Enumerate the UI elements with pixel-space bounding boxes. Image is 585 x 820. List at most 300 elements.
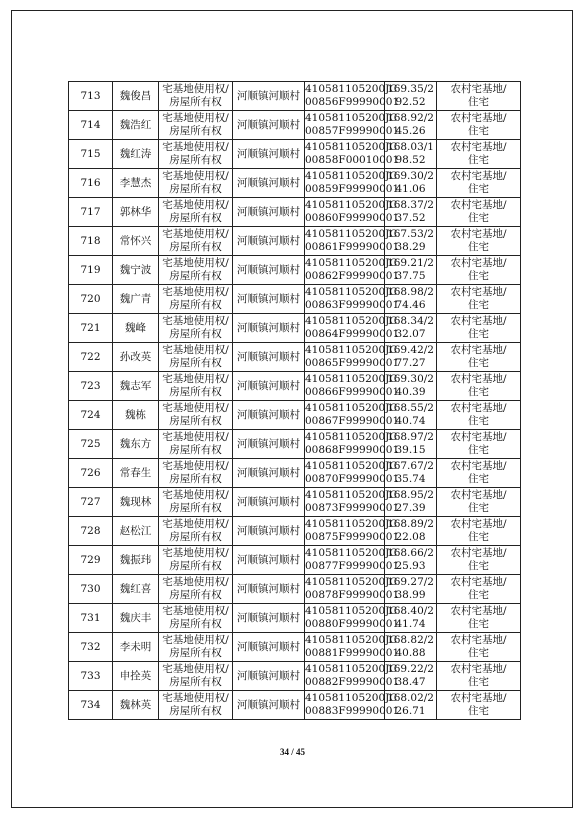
cell-number: 729 — [69, 546, 113, 575]
cell-right-type — [159, 343, 233, 372]
cell-unit-code-line: 410581105200JC — [305, 576, 398, 588]
cell-usage — [437, 546, 521, 575]
table-row — [69, 227, 521, 256]
table-row — [69, 169, 521, 198]
cell-usage — [437, 604, 521, 633]
cell-right-type-line: 房屋所有权 — [169, 676, 222, 688]
cell-right-type-line: 宅基地使用权/ — [162, 286, 229, 298]
cell-right-type-line: 房屋所有权 — [169, 299, 222, 311]
cell-right-type-line: 房屋所有权 — [169, 241, 222, 253]
cell-right-type-line: 房屋所有权 — [169, 328, 222, 340]
cell-right-type-line: 宅基地使用权/ — [162, 605, 229, 617]
cell-unit-code — [305, 372, 400, 401]
cell-owner-name: 申拴英 — [113, 662, 159, 691]
cell-usage — [437, 488, 521, 517]
cell-unit-code-line: 00858F00010001 — [305, 154, 400, 166]
cell-usage — [437, 227, 521, 256]
cell-right-type-line: 房屋所有权 — [169, 125, 222, 137]
cell-unit-code-line: 00861F99990001 — [305, 241, 400, 253]
cell-usage — [437, 372, 521, 401]
cell-unit-code — [305, 401, 400, 430]
cell-number: 728 — [69, 517, 113, 546]
cell-usage-line: 农村宅基地/ — [450, 460, 507, 472]
cell-unit-code — [305, 633, 400, 662]
cell-right-type-line: 房屋所有权 — [169, 96, 222, 108]
cell-usage-line: 住宅 — [468, 560, 489, 572]
cell-unit-code — [305, 343, 400, 372]
cell-unit-code-line: 410581105200JC — [305, 170, 398, 182]
cell-right-type-line: 房屋所有权 — [169, 705, 222, 717]
cell-usage-line: 住宅 — [468, 241, 489, 253]
cell-unit-code — [305, 227, 400, 256]
cell-usage — [437, 140, 521, 169]
cell-area-line: 168.95/2 — [387, 489, 434, 501]
cell-right-type — [159, 256, 233, 285]
page-number: 34 / 45 — [279, 747, 305, 757]
cell-right-type — [159, 633, 233, 662]
cell-area-line: 169.35/2 — [387, 83, 434, 95]
table-row — [69, 459, 521, 488]
cell-location: 河顺镇河顺村 — [233, 604, 305, 633]
cell-unit-code-line: 00873F99990001 — [305, 502, 400, 514]
cell-unit-code-line: 410581105200JC — [305, 605, 398, 617]
cell-usage-line: 住宅 — [468, 444, 489, 456]
cell-usage-line: 农村宅基地/ — [450, 141, 507, 153]
cell-location: 河顺镇河顺村 — [233, 140, 305, 169]
cell-owner-name: 魏栋 — [113, 401, 159, 430]
cell-location: 河顺镇河顺村 — [233, 314, 305, 343]
cell-location: 河顺镇河顺村 — [233, 111, 305, 140]
cell-unit-code-line: 00880F99990001 — [305, 618, 400, 630]
cell-right-type-line: 宅基地使用权/ — [162, 663, 229, 675]
cell-right-type-line: 房屋所有权 — [169, 444, 222, 456]
cell-usage — [437, 633, 521, 662]
cell-location: 河顺镇河顺村 — [233, 169, 305, 198]
cell-owner-name: 李慧杰 — [113, 169, 159, 198]
table-row — [69, 285, 521, 314]
cell-owner-name: 魏林英 — [113, 691, 159, 720]
cell-owner-name: 常春生 — [113, 459, 159, 488]
cell-owner-name: 魏俊昌 — [113, 82, 159, 111]
cell-unit-code-line: 00866F99990001 — [305, 386, 400, 398]
cell-number: 723 — [69, 372, 113, 401]
cell-right-type-line: 房屋所有权 — [169, 473, 222, 485]
cell-owner-name: 李未明 — [113, 633, 159, 662]
cell-unit-code-line: 00877F99990001 — [305, 560, 400, 572]
cell-area-line: 74.46 — [395, 299, 426, 311]
cell-usage — [437, 517, 521, 546]
cell-location: 河顺镇河顺村 — [233, 575, 305, 604]
cell-owner-name: 魏广青 — [113, 285, 159, 314]
cell-right-type-line: 宅基地使用权/ — [162, 460, 229, 472]
cell-right-type — [159, 401, 233, 430]
cell-location: 河顺镇河顺村 — [233, 517, 305, 546]
cell-unit-code-line: 410581105200JC — [305, 663, 398, 675]
cell-usage-line: 住宅 — [468, 328, 489, 340]
cell-unit-code-line: 00856F99990001 — [305, 96, 400, 108]
cell-unit-code — [305, 488, 400, 517]
cell-right-type-line: 房屋所有权 — [169, 560, 222, 572]
cell-unit-code — [305, 82, 400, 111]
cell-area-line: 168.02/2 — [387, 692, 434, 704]
table-row — [69, 111, 521, 140]
cell-unit-code-line: 00883F99990001 — [305, 705, 400, 717]
table-row — [69, 488, 521, 517]
cell-usage-line: 农村宅基地/ — [450, 257, 507, 269]
cell-unit-code-line: 410581105200JC — [305, 402, 398, 414]
cell-number: 725 — [69, 430, 113, 459]
cell-right-type — [159, 140, 233, 169]
cell-usage-line: 农村宅基地/ — [450, 286, 507, 298]
cell-area-line: 38.47 — [395, 676, 426, 688]
cell-usage-line: 住宅 — [468, 415, 489, 427]
cell-right-type-line: 宅基地使用权/ — [162, 83, 229, 95]
cell-area-line: 22.08 — [395, 531, 426, 543]
cell-number: 732 — [69, 633, 113, 662]
cell-unit-code-line: 410581105200JC — [305, 257, 398, 269]
table-row — [69, 198, 521, 227]
cell-right-type-line: 宅基地使用权/ — [162, 344, 229, 356]
cell-area-line: 38.99 — [395, 589, 426, 601]
cell-location: 河顺镇河顺村 — [233, 459, 305, 488]
cell-unit-code-line: 00865F99990001 — [305, 357, 400, 369]
cell-unit-code — [305, 111, 400, 140]
table-row — [69, 604, 521, 633]
cell-owner-name: 魏峰 — [113, 314, 159, 343]
cell-usage-line: 农村宅基地/ — [450, 547, 507, 559]
cell-location: 河顺镇河顺村 — [233, 372, 305, 401]
cell-usage — [437, 285, 521, 314]
cell-owner-name: 魏东方 — [113, 430, 159, 459]
cell-number: 719 — [69, 256, 113, 285]
cell-usage-line: 农村宅基地/ — [450, 518, 507, 530]
cell-number: 733 — [69, 662, 113, 691]
cell-usage-line: 农村宅基地/ — [450, 402, 507, 414]
cell-unit-code — [305, 140, 400, 169]
cell-area-line: 92.52 — [395, 96, 426, 108]
cell-usage-line: 农村宅基地/ — [450, 228, 507, 240]
table-row — [69, 691, 521, 720]
cell-usage-line: 农村宅基地/ — [450, 373, 507, 385]
cell-usage-line: 农村宅基地/ — [450, 431, 507, 443]
cell-owner-name: 魏振玮 — [113, 546, 159, 575]
cell-number: 726 — [69, 459, 113, 488]
cell-right-type — [159, 546, 233, 575]
cell-owner-name: 魏宁波 — [113, 256, 159, 285]
cell-unit-code — [305, 575, 400, 604]
cell-unit-code-line: 410581105200JC — [305, 460, 398, 472]
cell-unit-code — [305, 459, 400, 488]
cell-area-line: 167.67/2 — [387, 460, 434, 472]
cell-unit-code-line: 410581105200JC — [305, 634, 398, 646]
cell-unit-code-line: 410581105200JC — [305, 489, 398, 501]
cell-right-type-line: 房屋所有权 — [169, 618, 222, 630]
cell-unit-code-line: 00881F99990001 — [305, 647, 400, 659]
cell-area-line: 40.39 — [395, 386, 426, 398]
cell-right-type — [159, 430, 233, 459]
cell-usage — [437, 169, 521, 198]
cell-right-type-line: 宅基地使用权/ — [162, 547, 229, 559]
cell-right-type-line: 宅基地使用权/ — [162, 402, 229, 414]
cell-location: 河顺镇河顺村 — [233, 82, 305, 111]
cell-area-line: 168.89/2 — [387, 518, 434, 530]
cell-usage-line: 住宅 — [468, 154, 489, 166]
cell-usage-line: 住宅 — [468, 96, 489, 108]
cell-area-line: 168.40/2 — [387, 605, 434, 617]
cell-owner-name: 赵松江 — [113, 517, 159, 546]
cell-unit-code-line: 410581105200JC — [305, 344, 398, 356]
cell-unit-code — [305, 314, 400, 343]
cell-right-type-line: 宅基地使用权/ — [162, 170, 229, 182]
cell-right-type-line: 房屋所有权 — [169, 502, 222, 514]
cell-unit-code — [305, 546, 400, 575]
cell-right-type — [159, 285, 233, 314]
cell-usage-line: 农村宅基地/ — [450, 489, 507, 501]
cell-unit-code-line: 410581105200JC — [305, 373, 398, 385]
cell-usage-line: 农村宅基地/ — [450, 634, 507, 646]
cell-unit-code — [305, 662, 400, 691]
cell-right-type-line: 宅基地使用权/ — [162, 199, 229, 211]
cell-usage-line: 住宅 — [468, 183, 489, 195]
cell-area-line: 45.26 — [395, 125, 426, 137]
cell-area-line: 77.27 — [395, 357, 426, 369]
cell-right-type-line: 宅基地使用权/ — [162, 431, 229, 443]
cell-area-line: 168.66/2 — [387, 547, 434, 559]
cell-owner-name: 魏浩红 — [113, 111, 159, 140]
cell-right-type-line: 房屋所有权 — [169, 531, 222, 543]
cell-usage-line: 住宅 — [468, 531, 489, 543]
cell-right-type-line: 宅基地使用权/ — [162, 518, 229, 530]
cell-usage-line: 农村宅基地/ — [450, 663, 507, 675]
cell-unit-code — [305, 430, 400, 459]
cell-right-type — [159, 314, 233, 343]
cell-right-type — [159, 517, 233, 546]
cell-number: 716 — [69, 169, 113, 198]
cell-location: 河顺镇河顺村 — [233, 227, 305, 256]
cell-location: 河顺镇河顺村 — [233, 430, 305, 459]
cell-number: 731 — [69, 604, 113, 633]
cell-number: 718 — [69, 227, 113, 256]
cell-location: 河顺镇河顺村 — [233, 401, 305, 430]
cell-unit-code-line: 00859F99990001 — [305, 183, 400, 195]
cell-number: 724 — [69, 401, 113, 430]
cell-owner-name: 魏现林 — [113, 488, 159, 517]
cell-area-line: 25.93 — [395, 560, 426, 572]
cell-area-line: 37.52 — [395, 212, 426, 224]
cell-right-type-line: 宅基地使用权/ — [162, 692, 229, 704]
cell-area-line: 27.39 — [395, 502, 426, 514]
cell-usage-line: 住宅 — [468, 125, 489, 137]
cell-usage — [437, 343, 521, 372]
cell-usage-line: 住宅 — [468, 357, 489, 369]
cell-right-type-line: 房屋所有权 — [169, 415, 222, 427]
cell-area-line: 168.34/2 — [387, 315, 434, 327]
table-row — [69, 82, 521, 111]
table-row — [69, 517, 521, 546]
cell-number: 730 — [69, 575, 113, 604]
cell-area-line: 168.03/1 — [387, 141, 434, 153]
cell-area-line: 169.22/2 — [387, 663, 434, 675]
cell-unit-code-line: 410581105200JC — [305, 112, 398, 124]
cell-unit-code-line: 410581105200JC — [305, 199, 398, 211]
cell-area-line: 168.82/2 — [387, 634, 434, 646]
cell-unit-code-line: 410581105200JC — [305, 83, 398, 95]
cell-unit-code-line: 00862F99990001 — [305, 270, 400, 282]
cell-usage — [437, 430, 521, 459]
cell-right-type — [159, 604, 233, 633]
cell-usage — [437, 401, 521, 430]
cell-area-line: 169.42/2 — [387, 344, 434, 356]
cell-location: 河顺镇河顺村 — [233, 662, 305, 691]
cell-area-line: 40.74 — [395, 415, 426, 427]
cell-right-type-line: 房屋所有权 — [169, 589, 222, 601]
table-row — [69, 314, 521, 343]
cell-owner-name: 魏志军 — [113, 372, 159, 401]
cell-right-type-line: 房屋所有权 — [169, 183, 222, 195]
cell-usage-line: 农村宅基地/ — [450, 170, 507, 182]
cell-owner-name: 郭林华 — [113, 198, 159, 227]
cell-number: 734 — [69, 691, 113, 720]
cell-right-type-line: 宅基地使用权/ — [162, 228, 229, 240]
cell-area-line: 168.55/2 — [387, 402, 434, 414]
cell-number: 722 — [69, 343, 113, 372]
cell-area-line: 168.98/2 — [387, 286, 434, 298]
cell-right-type-line: 房屋所有权 — [169, 154, 222, 166]
cell-location: 河顺镇河顺村 — [233, 691, 305, 720]
cell-right-type-line: 宅基地使用权/ — [162, 576, 229, 588]
table-row — [69, 430, 521, 459]
table-row — [69, 662, 521, 691]
table-row — [69, 633, 521, 662]
cell-unit-code-line: 00870F99990001 — [305, 473, 400, 485]
cell-area-line: 169.21/2 — [387, 257, 434, 269]
cell-number: 715 — [69, 140, 113, 169]
table-row — [69, 256, 521, 285]
cell-right-type-line: 房屋所有权 — [169, 647, 222, 659]
table-row — [69, 140, 521, 169]
cell-area-line: 168.37/2 — [387, 199, 434, 211]
cell-number: 713 — [69, 82, 113, 111]
cell-unit-code — [305, 285, 400, 314]
cell-usage — [437, 82, 521, 111]
cell-usage — [437, 198, 521, 227]
cell-right-type-line: 宅基地使用权/ — [162, 315, 229, 327]
cell-usage-line: 农村宅基地/ — [450, 315, 507, 327]
cell-right-type — [159, 575, 233, 604]
cell-area-line: 37.75 — [395, 270, 426, 282]
cell-area-line: 39.15 — [395, 444, 426, 456]
cell-usage — [437, 111, 521, 140]
cell-right-type — [159, 662, 233, 691]
cell-location: 河顺镇河顺村 — [233, 343, 305, 372]
cell-unit-code-line: 410581105200JC — [305, 692, 398, 704]
cell-right-type — [159, 227, 233, 256]
cell-usage-line: 住宅 — [468, 589, 489, 601]
cell-right-type-line: 宅基地使用权/ — [162, 112, 229, 124]
cell-owner-name: 魏庆丰 — [113, 604, 159, 633]
cell-unit-code-line: 00860F99990001 — [305, 212, 400, 224]
cell-usage — [437, 459, 521, 488]
cell-owner-name: 魏红涛 — [113, 140, 159, 169]
cell-area-line: 41.74 — [395, 618, 426, 630]
cell-unit-code — [305, 198, 400, 227]
cell-unit-code — [305, 604, 400, 633]
cell-unit-code-line: 00882F99990001 — [305, 676, 400, 688]
cell-area-line: 26.71 — [395, 705, 426, 717]
cell-unit-code — [305, 256, 400, 285]
cell-area-line: 168.92/2 — [387, 112, 434, 124]
cell-unit-code-line: 00863F99990001 — [305, 299, 400, 311]
cell-usage-line: 住宅 — [468, 299, 489, 311]
cell-unit-code-line: 00868F99990001 — [305, 444, 400, 456]
cell-number: 714 — [69, 111, 113, 140]
cell-usage — [437, 314, 521, 343]
cell-location: 河顺镇河顺村 — [233, 546, 305, 575]
cell-right-type-line: 宅基地使用权/ — [162, 373, 229, 385]
cell-right-type-line: 宅基地使用权/ — [162, 489, 229, 501]
cell-right-type — [159, 372, 233, 401]
cell-usage-line: 住宅 — [468, 473, 489, 485]
cell-location: 河顺镇河顺村 — [233, 488, 305, 517]
cell-right-type-line: 宅基地使用权/ — [162, 257, 229, 269]
table-row — [69, 401, 521, 430]
cell-area-line: 168.97/2 — [387, 431, 434, 443]
cell-area-line: 169.30/2 — [387, 373, 434, 385]
table-body — [69, 82, 521, 720]
table-row — [69, 575, 521, 604]
cell-right-type — [159, 198, 233, 227]
cell-right-type-line: 房屋所有权 — [169, 386, 222, 398]
cell-unit-code-line: 00864F99990001 — [305, 328, 400, 340]
cell-owner-name: 魏红喜 — [113, 575, 159, 604]
cell-area-line: 169.27/2 — [387, 576, 434, 588]
cell-usage-line: 农村宅基地/ — [450, 605, 507, 617]
cell-usage-line: 农村宅基地/ — [450, 199, 507, 211]
cell-right-type — [159, 488, 233, 517]
cell-unit-code-line: 00875F99990001 — [305, 531, 400, 543]
cell-right-type — [159, 459, 233, 488]
cell-usage-line: 住宅 — [468, 618, 489, 630]
cell-unit-code-line: 410581105200JC — [305, 431, 398, 443]
cell-usage — [437, 256, 521, 285]
cell-area-line: 169.30/2 — [387, 170, 434, 182]
cell-unit-code-line: 410581105200JC — [305, 141, 398, 153]
cell-usage — [437, 662, 521, 691]
cell-owner-name: 常怀兴 — [113, 227, 159, 256]
cell-usage-line: 农村宅基地/ — [450, 112, 507, 124]
cell-usage-line: 住宅 — [468, 705, 489, 717]
cell-area-line: 40.88 — [395, 647, 426, 659]
cell-usage-line: 住宅 — [468, 676, 489, 688]
cell-usage — [437, 575, 521, 604]
cell-usage-line: 住宅 — [468, 270, 489, 282]
table-row — [69, 546, 521, 575]
cell-usage-line: 住宅 — [468, 212, 489, 224]
cell-unit-code — [305, 691, 400, 720]
cell-usage-line: 农村宅基地/ — [450, 83, 507, 95]
cell-unit-code — [305, 517, 400, 546]
cell-unit-code-line: 00867F99990001 — [305, 415, 400, 427]
cell-area-line: 41.06 — [395, 183, 426, 195]
cell-location: 河顺镇河顺村 — [233, 633, 305, 662]
cell-usage-line: 农村宅基地/ — [450, 576, 507, 588]
cell-right-type-line: 房屋所有权 — [169, 357, 222, 369]
cell-unit-code — [305, 169, 400, 198]
cell-unit-code-line: 410581105200JC — [305, 315, 398, 327]
cell-right-type — [159, 169, 233, 198]
cell-usage-line: 住宅 — [468, 647, 489, 659]
cell-usage-line: 住宅 — [468, 386, 489, 398]
